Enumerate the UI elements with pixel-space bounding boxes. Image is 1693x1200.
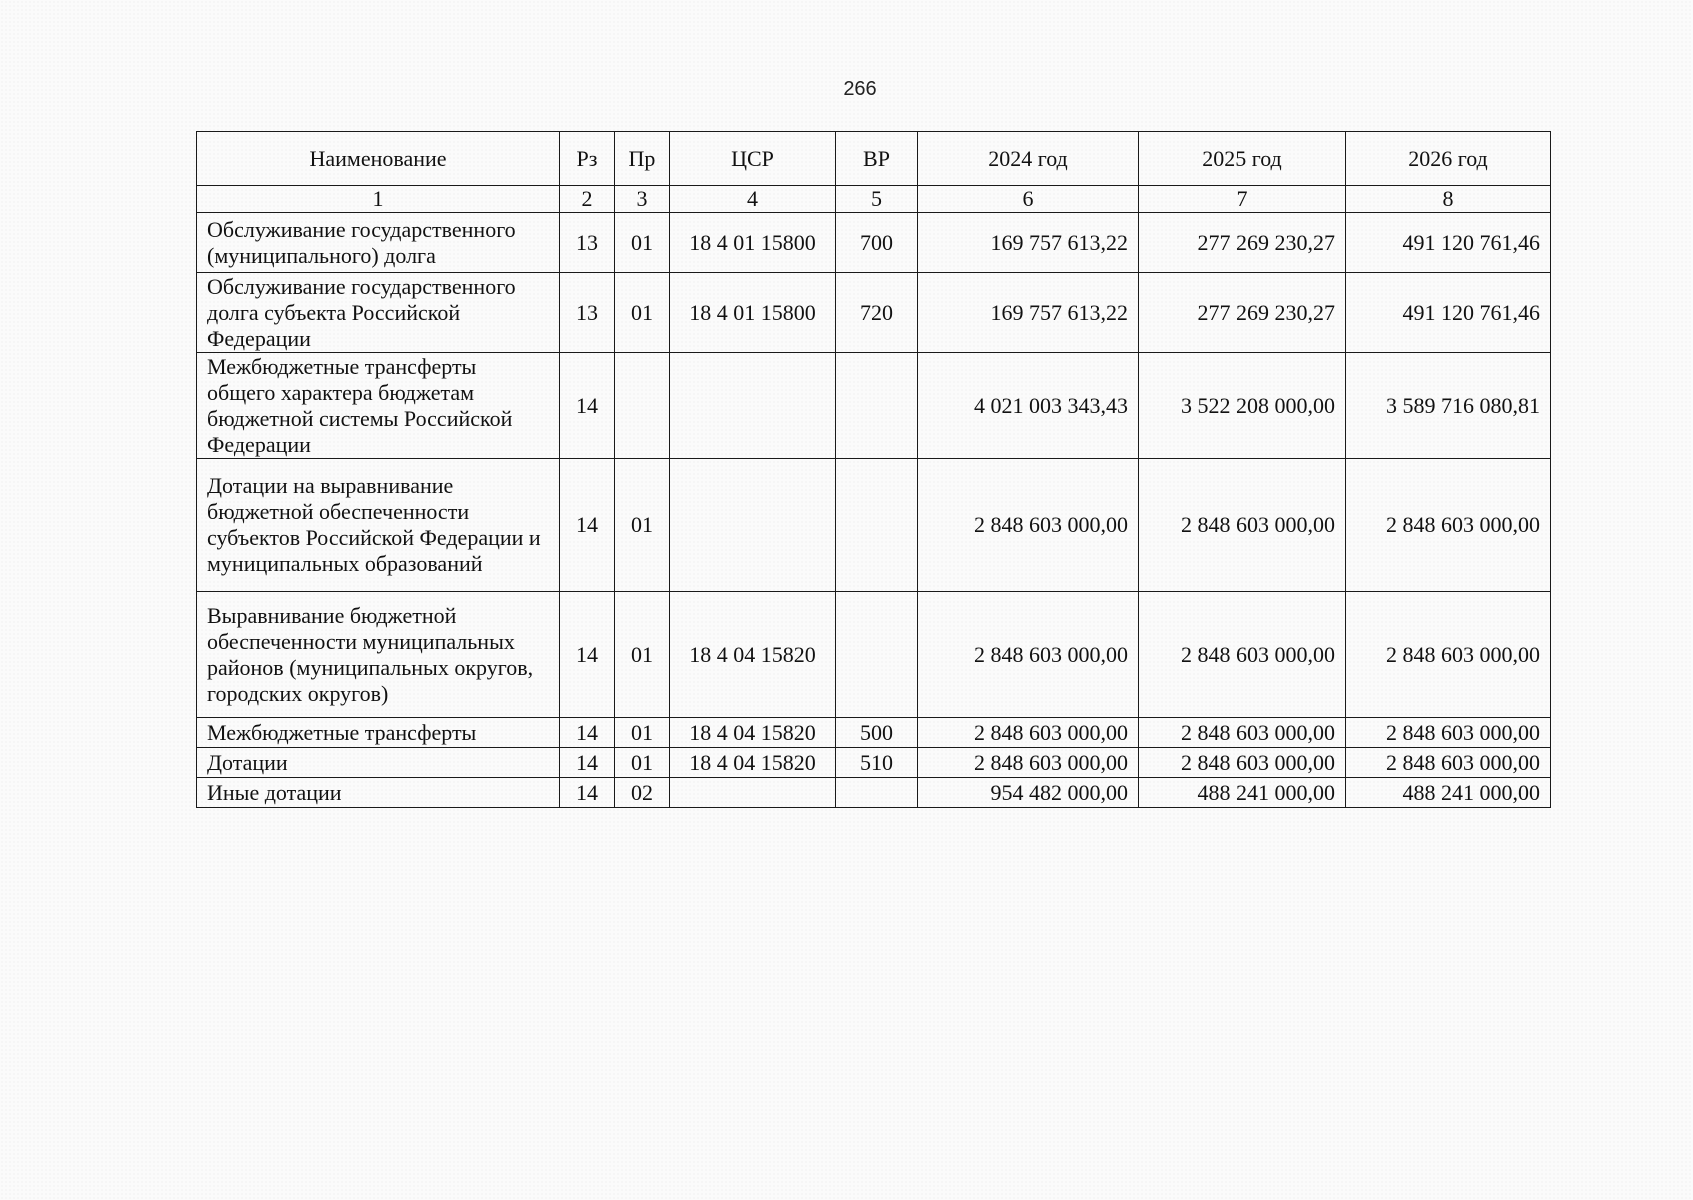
- header-name: Наименование: [197, 132, 560, 186]
- row-name: Обслуживание государственного долга субъекта Российской Федерации: [197, 273, 560, 353]
- row-name: Выравнивание бюджетной обеспеченности муниципальных районов (муниципальных округов, городских округов): [197, 592, 560, 718]
- row-amount-2024: 954 482 000,00: [918, 778, 1139, 808]
- row-rz: 13: [560, 273, 615, 353]
- row-pr: 01: [615, 718, 670, 748]
- row-amount-2024: 169 757 613,22: [918, 273, 1139, 353]
- header-vr: ВР: [836, 132, 918, 186]
- row-vr: [836, 353, 918, 459]
- row-vr: [836, 459, 918, 592]
- row-csr: 18 4 04 15820: [670, 718, 836, 748]
- row-pr: 01: [615, 213, 670, 273]
- row-amount-2026: 2 848 603 000,00: [1346, 459, 1551, 592]
- row-rz: 14: [560, 459, 615, 592]
- row-name: Обслуживание государственного (муниципального) долга: [197, 213, 560, 273]
- row-amount-2025: 2 848 603 000,00: [1139, 718, 1346, 748]
- row-amount-2026: 2 848 603 000,00: [1346, 718, 1551, 748]
- row-vr: 510: [836, 748, 918, 778]
- row-amount-2026: 3 589 716 080,81: [1346, 353, 1551, 459]
- row-rz: 14: [560, 353, 615, 459]
- row-vr: 720: [836, 273, 918, 353]
- row-amount-2024: 2 848 603 000,00: [918, 718, 1139, 748]
- row-pr: [615, 353, 670, 459]
- row-amount-2024: 169 757 613,22: [918, 213, 1139, 273]
- row-rz: 13: [560, 213, 615, 273]
- header-2025: 2025 год: [1139, 132, 1346, 186]
- row-name: Межбюджетные трансферты общего характера бюджетам бюджетной системы Российской Федерации: [197, 353, 560, 459]
- row-vr: [836, 778, 918, 808]
- table-row: [197, 273, 1551, 353]
- header-row: [197, 132, 1551, 186]
- row-pr: 01: [615, 273, 670, 353]
- row-amount-2024: 2 848 603 000,00: [918, 459, 1139, 592]
- row-csr: 18 4 01 15800: [670, 273, 836, 353]
- table-row: [197, 778, 1551, 808]
- row-amount-2025: 277 269 230,27: [1139, 213, 1346, 273]
- row-amount-2026: 2 848 603 000,00: [1346, 748, 1551, 778]
- column-number: 7: [1139, 186, 1346, 213]
- row-pr: 02: [615, 778, 670, 808]
- row-csr: [670, 353, 836, 459]
- row-amount-2024: 4 021 003 343,43: [918, 353, 1139, 459]
- row-csr: 18 4 01 15800: [670, 213, 836, 273]
- table-row: [197, 459, 1551, 592]
- row-rz: 14: [560, 718, 615, 748]
- row-rz: 14: [560, 592, 615, 718]
- row-rz: 14: [560, 778, 615, 808]
- column-number: 6: [918, 186, 1139, 213]
- row-amount-2025: 2 848 603 000,00: [1139, 459, 1346, 592]
- column-number: 5: [836, 186, 918, 213]
- row-name: Иные дотации: [197, 778, 560, 808]
- header-2024: 2024 год: [918, 132, 1139, 186]
- row-pr: 01: [615, 748, 670, 778]
- row-amount-2026: 491 120 761,46: [1346, 273, 1551, 353]
- table-row: [197, 718, 1551, 748]
- row-rz: 14: [560, 748, 615, 778]
- row-csr: [670, 778, 836, 808]
- row-csr: [670, 459, 836, 592]
- row-vr: 700: [836, 213, 918, 273]
- row-vr: 500: [836, 718, 918, 748]
- row-amount-2025: 3 522 208 000,00: [1139, 353, 1346, 459]
- column-number-row: [197, 186, 1551, 213]
- header-rz: Рз: [560, 132, 615, 186]
- column-number: 3: [615, 186, 670, 213]
- row-vr: [836, 592, 918, 718]
- row-amount-2024: 2 848 603 000,00: [918, 748, 1139, 778]
- column-number: 4: [670, 186, 836, 213]
- header-2026: 2026 год: [1346, 132, 1551, 186]
- row-amount-2024: 2 848 603 000,00: [918, 592, 1139, 718]
- column-number: 8: [1346, 186, 1551, 213]
- row-amount-2025: 488 241 000,00: [1139, 778, 1346, 808]
- row-name: Дотации: [197, 748, 560, 778]
- row-amount-2025: 277 269 230,27: [1139, 273, 1346, 353]
- row-csr: 18 4 04 15820: [670, 748, 836, 778]
- row-amount-2025: 2 848 603 000,00: [1139, 748, 1346, 778]
- row-amount-2026: 2 848 603 000,00: [1346, 592, 1551, 718]
- column-number: 2: [560, 186, 615, 213]
- table-row: [197, 748, 1551, 778]
- table-row: [197, 353, 1551, 459]
- column-number: 1: [197, 186, 560, 213]
- header-pr: Пр: [615, 132, 670, 186]
- table-row: [197, 592, 1551, 718]
- row-pr: 01: [615, 459, 670, 592]
- budget-table: [196, 131, 1551, 808]
- row-pr: 01: [615, 592, 670, 718]
- row-name: Межбюджетные трансферты: [197, 718, 560, 748]
- row-amount-2025: 2 848 603 000,00: [1139, 592, 1346, 718]
- row-amount-2026: 491 120 761,46: [1346, 213, 1551, 273]
- page-number: 266: [843, 78, 877, 100]
- row-csr: 18 4 04 15820: [670, 592, 836, 718]
- table-row: [197, 213, 1551, 273]
- header-csr: ЦСР: [670, 132, 836, 186]
- row-name: Дотации на выравнивание бюджетной обеспеченности субъектов Российской Федерации и муниципальных образований: [197, 459, 560, 592]
- row-amount-2026: 488 241 000,00: [1346, 778, 1551, 808]
